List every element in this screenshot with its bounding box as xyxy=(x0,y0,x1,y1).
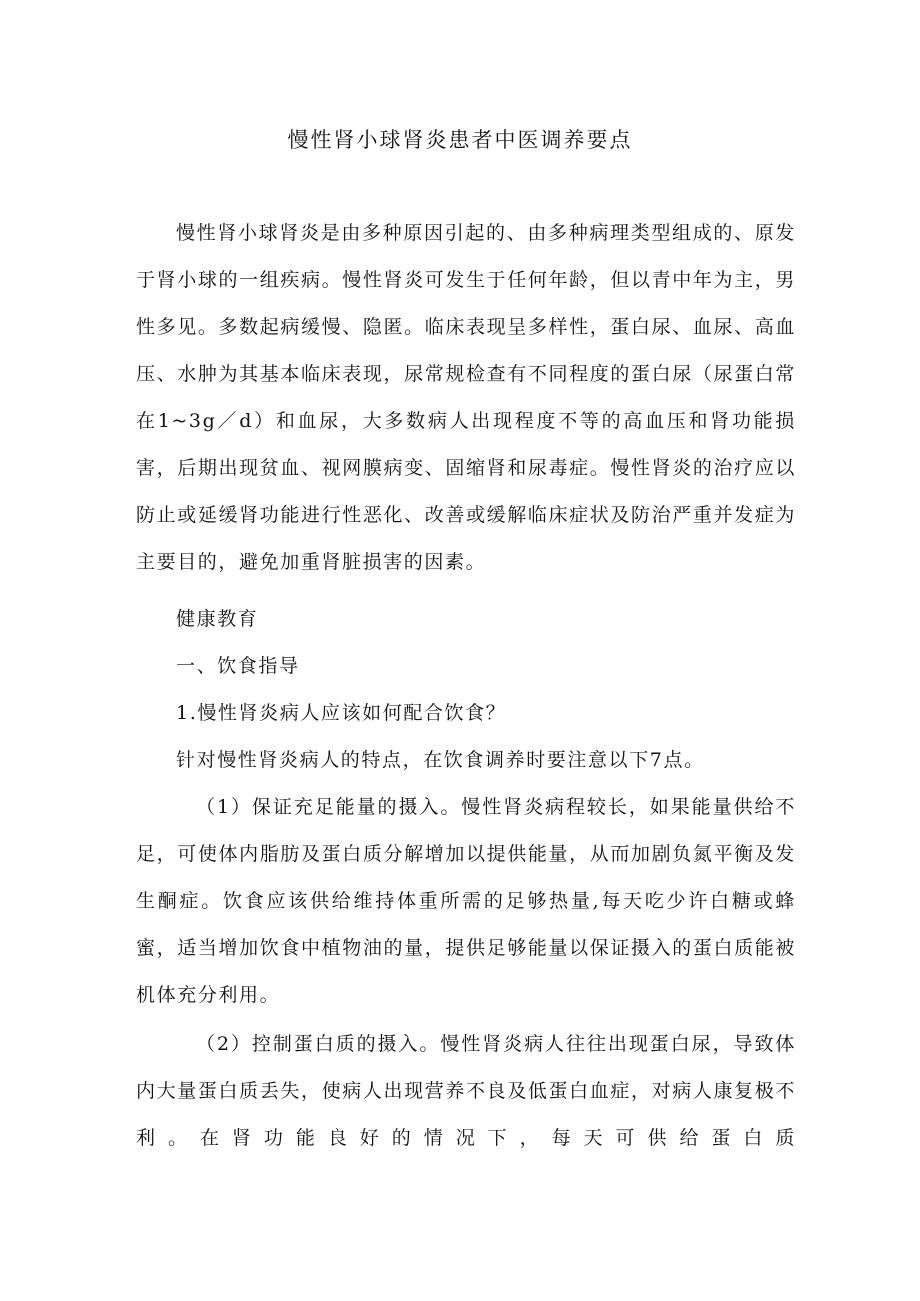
intro-paragraph: 慢性肾小球肾炎是由多种原因引起的、由多种病理类型组成的、原发于肾小球的一组疾病。慢性肾炎可发生于任何年龄，但以青中年为主，男性多见。多数起病缓慢、隐匿。临床表现呈多样性，蛋白尿、血尿、高血压、水肿为其基本临床表现，尿常规检查有不同程度的蛋白尿（尿蛋白常在1~3g／d）和血尿，大多数病人出现程度不等的高血压和肾功能损害，后期出现贫血、视网膜病变、固缩肾和尿毒症。慢性肾炎的治疗应以防止或延缓肾功能进行性恶化、改善或缓解临床症状及防治严重并发症为主要目的，避免加重肾脏损害的因素。 xyxy=(136,222,796,573)
section-heading-diet-guidance: 一、饮食指导 xyxy=(176,655,300,677)
document-title: 慢性肾小球肾炎患者中医调养要点 xyxy=(287,128,633,152)
diet-point-2: （2）控制蛋白质的摄入。慢性肾炎病人往往出现蛋白尿，导致体内大量蛋白质丢失，使病人出现营养不良及低蛋白血症，对病人康复极不利。在肾功能良好的情况下，每天可供给蛋白质 xyxy=(136,1033,796,1149)
diet-point-1: （1）保证充足能量的摄入。慢性肾炎病程较长，如果能量供给不足，可使体内脂肪及蛋白质分解增加以提供能量，从而加剧负氮平衡及发生酮症。饮食应该供给维持体重所需的足够热量,每天吃少许白糖或蜂蜜，适当增加饮食中植物油的量，提供足够能量以保证摄入的蛋白质能被机体充分利用。 xyxy=(136,796,796,1006)
section-heading-health-education: 健康教育 xyxy=(176,608,259,630)
question-heading: 1.慢性肾炎病人应该如何配合饮食？ xyxy=(176,702,507,724)
diet-intro-paragraph: 针对慢性肾炎病人的特点，在饮食调养时要注意以下7点。 xyxy=(176,749,705,771)
